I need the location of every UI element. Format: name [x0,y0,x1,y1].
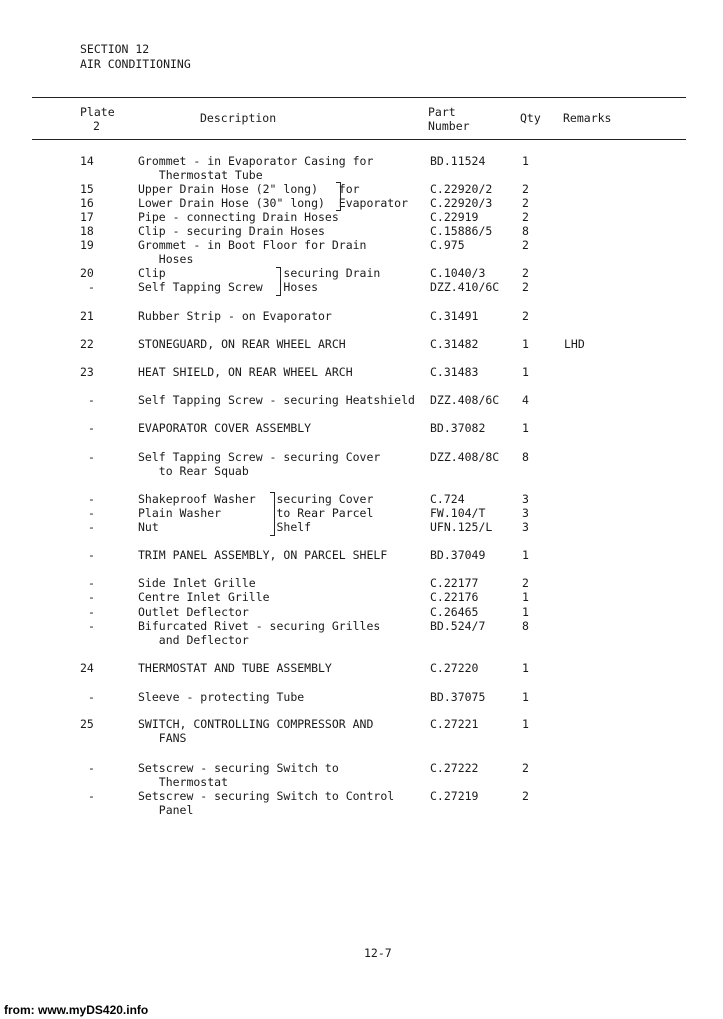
cell-qty: 3 [522,520,529,534]
cell-desc: Panel [138,803,194,817]
cell-qty: 1 [522,548,529,562]
group-brace [336,182,341,211]
cell-desc: THERMOSTAT AND TUBE ASSEMBLY [138,661,332,675]
header-plate-number: 2 [93,119,100,133]
cell-plate: - [88,492,95,506]
cell-part: C.22920/2 [430,182,493,196]
cell-plate: - [88,576,95,590]
cell-qty: 3 [522,506,529,520]
cell-part: C.975 [430,238,465,252]
cell-plate: 14 [80,154,94,168]
cell-qty: 2 [522,576,529,590]
cell-qty: 2 [522,761,529,775]
cell-desc: FANS [138,731,187,745]
cell-desc: HEAT SHIELD, ON REAR WHEEL ARCH [138,365,353,379]
cell-desc: Nut Shelf [138,520,312,534]
cell-desc: Bifurcated Rivet - securing Grilles [138,619,381,633]
cell-part: UFN.125/L [430,520,493,534]
cell-part: BD.524/7 [430,619,486,633]
cell-qty: 2 [522,196,529,210]
cell-qty: 1 [522,690,529,704]
cell-desc: Self Tapping Screw - securing Heatshield [138,393,415,407]
cell-desc: Setscrew - securing Switch to Control [138,789,395,803]
cell-qty: 1 [522,154,529,168]
cell-plate: 23 [80,365,94,379]
cell-desc: Shakeproof Washer securing Cover [138,492,374,506]
cell-plate: 18 [80,224,94,238]
cell-part: DZZ.410/6C [430,280,500,294]
cell-plate: - [88,690,95,704]
cell-part: DZZ.408/6C [430,393,500,407]
cell-part: BD.37049 [430,548,486,562]
cell-desc: Centre Inlet Grille [138,590,270,604]
cell-qty: 8 [522,450,529,464]
cell-qty: 1 [522,717,529,731]
cell-plate: 20 [80,266,94,280]
cell-plate: - [88,450,95,464]
cell-plate: 19 [80,238,94,252]
cell-qty: 8 [522,224,529,238]
cell-desc: Side Inlet Grille [138,576,256,590]
section-number: SECTION 12 [80,42,150,56]
cell-plate: 22 [80,337,94,351]
cell-part: C.26465 [430,605,479,619]
section-title: AIR CONDITIONING [80,57,191,71]
cell-qty: 1 [522,365,529,379]
cell-desc: Self Tapping Screw - securing Cover [138,450,381,464]
cell-qty: 1 [522,337,529,351]
cell-qty: 1 [522,590,529,604]
cell-plate: - [88,761,95,775]
cell-desc: TRIM PANEL ASSEMBLY, ON PARCEL SHELF [138,548,388,562]
cell-qty: 8 [522,619,529,633]
cell-desc: Lower Drain Hose (30" long) Evaporator [138,196,409,210]
cell-part: C.31483 [430,365,479,379]
cell-qty: 2 [522,238,529,252]
cell-part: C.27221 [430,717,479,731]
cell-plate: 24 [80,661,94,675]
cell-desc: Thermostat Tube [138,168,263,182]
header-part-number: Number [428,119,470,133]
source-footer: from: www.myDS420.info [4,1003,149,1017]
group-brace [270,492,275,536]
header-plate: Plate [80,105,115,119]
cell-remarks: LHD [564,337,585,351]
cell-part: BD.11524 [430,154,486,168]
cell-desc: Self Tapping Screw Hoses [138,280,319,294]
cell-desc: Plain Washer to Rear Parcel [138,506,374,520]
cell-plate: - [88,280,95,294]
cell-qty: 2 [522,789,529,803]
cell-part: C.22177 [430,576,479,590]
header-description: Description [200,111,277,125]
cell-desc: and Deflector [138,633,249,647]
cell-qty: 1 [522,605,529,619]
cell-part: DZZ.408/8C [430,450,500,464]
cell-plate: - [88,393,95,407]
cell-plate: - [88,520,95,534]
page-number: 12-7 [364,946,392,960]
cell-qty: 2 [522,210,529,224]
cell-desc: Sleeve - protecting Tube [138,690,305,704]
cell-qty: 1 [522,661,529,675]
cell-part: BD.37075 [430,690,486,704]
cell-plate: 17 [80,210,94,224]
cell-desc: Setscrew - securing Switch to [138,761,339,775]
cell-desc: Upper Drain Hose (2" long) for [138,182,360,196]
cell-plate: 16 [80,196,94,210]
cell-desc: Clip securing Drain [138,266,381,280]
cell-qty: 2 [522,309,529,323]
cell-plate: - [88,605,95,619]
cell-plate: - [88,506,95,520]
cell-part: C.31482 [430,337,479,351]
header-part: Part [428,105,456,119]
cell-part: C.27220 [430,661,479,675]
header-remarks: Remarks [563,111,612,125]
cell-desc: Rubber Strip - on Evaporator [138,309,332,323]
cell-qty: 2 [522,280,529,294]
cell-part: C.22176 [430,590,479,604]
cell-plate: - [88,619,95,633]
cell-part: C.22920/3 [430,196,493,210]
cell-part: BD.37082 [430,421,486,435]
cell-qty: 2 [522,266,529,280]
cell-plate: - [88,421,95,435]
cell-desc: Clip - securing Drain Hoses [138,224,325,238]
cell-part: C.724 [430,492,465,506]
cell-qty: 3 [522,492,529,506]
cell-desc: to Rear Squab [138,464,249,478]
cell-part: C.15886/5 [430,224,493,238]
cell-qty: 2 [522,182,529,196]
cell-desc: EVAPORATOR COVER ASSEMBLY [138,421,312,435]
header-bottom-rule [32,139,686,140]
cell-desc: Grommet - in Evaporator Casing for [138,154,374,168]
cell-desc: Outlet Deflector [138,605,249,619]
cell-part: C.27219 [430,789,479,803]
cell-plate: - [88,548,95,562]
header-top-rule [32,97,686,98]
cell-part: C.1040/3 [430,266,486,280]
group-brace [276,267,281,296]
cell-part: FW.104/T [430,506,486,520]
cell-qty: 4 [522,393,529,407]
cell-part: C.27222 [430,761,479,775]
cell-part: C.22919 [430,210,479,224]
cell-plate: 15 [80,182,94,196]
cell-desc: Pipe - connecting Drain Hoses [138,210,339,224]
cell-desc: Thermostat [138,775,229,789]
cell-desc: SWITCH, CONTROLLING COMPRESSOR AND [138,717,374,731]
cell-desc: Hoses [138,252,194,266]
cell-plate: 25 [80,717,94,731]
header-qty: Qty [520,111,541,125]
cell-desc: Grommet - in Boot Floor for Drain [138,238,367,252]
cell-desc: STONEGUARD, ON REAR WHEEL ARCH [138,337,346,351]
cell-part: C.31491 [430,309,479,323]
cell-plate: - [88,590,95,604]
cell-plate: 21 [80,309,94,323]
cell-qty: 1 [522,421,529,435]
cell-plate: - [88,789,95,803]
